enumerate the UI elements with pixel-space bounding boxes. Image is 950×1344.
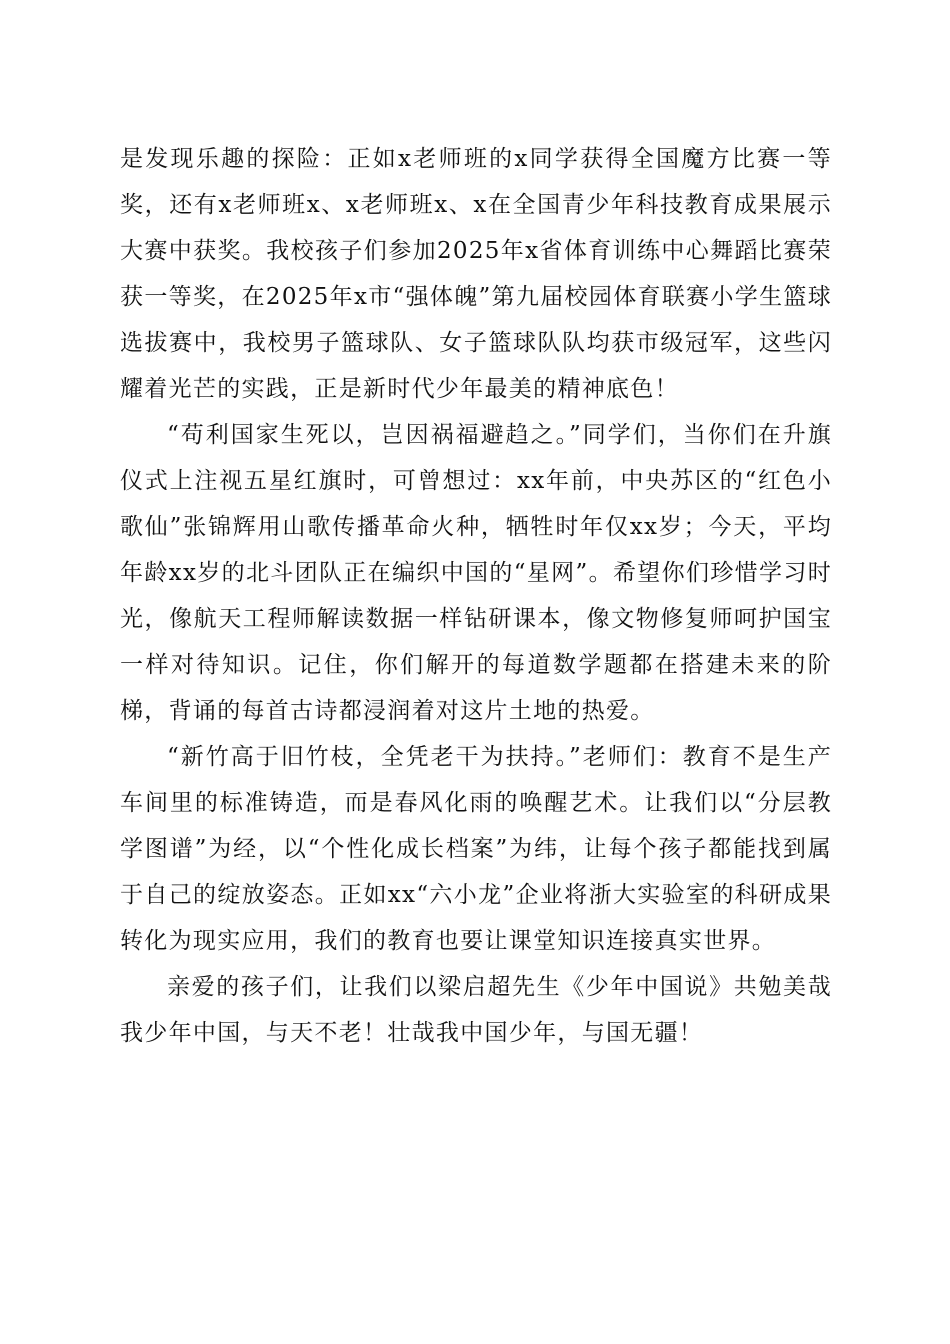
paragraph-achievements: 是发现乐趣的探险：正如x老师班的x同学获得全国魔方比赛一等奖，还有x老师班x、x老师班x、x在全国青少年科技教育成果展示大赛中获奖。我校孩子们参加2025年x省体育训练中心舞蹈比赛荣获一等奖，在2025年x市“强体魄”第九届校园体育联赛小学生篮球选拔赛中，我校男子篮球队、女子篮球队队均获市级冠军，这些闪耀着光芒的实践，正是新时代少年最美的精神底色！ (120, 146, 832, 402)
paragraph-students: “苟利国家生死以，岂因祸福避趋之。”同学们，当你们在升旗仪式上注视五星红旗时，可曾想过：xx年前，中央苏区的“红色小歌仙”张锦辉用山歌传播革命火种，牺牲时年仅xx岁；今天，平均年龄xx岁的北斗团队正在编织中国的“星网”。希望你们珍惜学习时光，像航天工程师解读数据一样钻研课本，像文物修复师呵护国宝一样对待知识。记住，你们解开的每道数学题都在搭建未来的阶梯，背诵的每首古诗都浸润着对这片土地的热爱。 (120, 422, 832, 724)
paragraph-teachers: “新竹高于旧竹枝，全凭老干为扶持。”老师们：教育不是生产车间里的标准铸造，而是春风化雨的唤醒艺术。让我们以“分层教学图谱”为经，以“个性化成长档案”为纬，让每个孩子都能找到属于自己的绽放姿态。正如xx“六小龙”企业将浙大实验室的科研成果转化为现实应用，我们的教育也要让课堂知识连接真实世界。 (120, 744, 832, 954)
paragraph-closing: 亲爱的孩子们，让我们以梁启超先生《少年中国说》共勉美哉我少年中国，与天不老！壮哉我中国少年，与国无疆！ (120, 974, 832, 1046)
document-body (120, 136, 832, 1056)
